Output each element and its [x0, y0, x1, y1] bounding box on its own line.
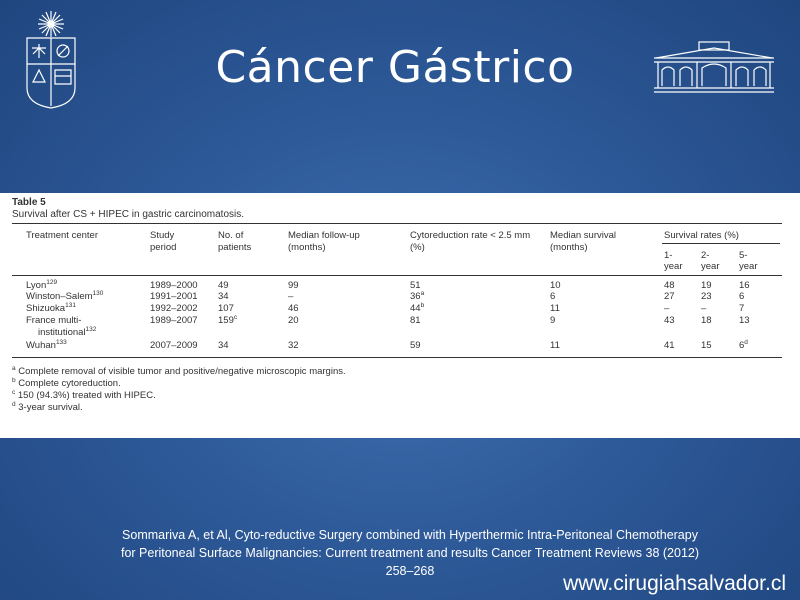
- cell-5yr: [739, 340, 748, 351]
- table-bottom-rule: [12, 357, 782, 358]
- cell-center-superscript: 129: [46, 278, 58, 286]
- cell-center: [26, 315, 81, 326]
- cell-msurv: [550, 303, 560, 314]
- cell-patients-text: 34: [218, 291, 229, 302]
- cell-center-superscript: 130: [92, 289, 104, 297]
- cell-center-text: Lyon: [26, 280, 47, 291]
- cell-msurv-text: 6: [550, 291, 556, 302]
- footnote-text: 150 (94.3%) treated with HIPEC.: [15, 390, 156, 402]
- cell-cytored-text: 36: [410, 291, 421, 302]
- cell-period: [150, 280, 198, 291]
- cell-1yr: [664, 280, 675, 291]
- cell-1yr: [664, 303, 669, 314]
- header-msurv-line1: Median survival: [550, 230, 616, 241]
- cell-cytored-superscript: a: [420, 289, 425, 297]
- table-top-rule: [12, 223, 782, 224]
- header-followup-line1: Median follow-up: [288, 230, 360, 241]
- table-panel: [0, 193, 800, 438]
- header-period-line1: Study: [150, 230, 175, 241]
- cell-5yr: [739, 315, 750, 326]
- cell-5yr-text: 6: [739, 291, 745, 302]
- cell-5yr-text: 7: [739, 303, 745, 314]
- citation-line-2: for Peritoneal Surface Malignancies: Current treatment and results Cancer Treatment Reviews 38 (2012): [120, 546, 700, 560]
- cell-followup-text: 46: [288, 303, 299, 314]
- header-1yr-line2: year: [664, 261, 683, 272]
- cell-2yr-text: 18: [701, 315, 712, 326]
- cell-period-text: 1991–2001: [150, 291, 198, 302]
- header-survival-rates: Survival rates (%): [664, 230, 739, 241]
- cell-center: [26, 303, 76, 314]
- cell-patients-text: 159: [218, 315, 234, 326]
- cell-followup: [288, 291, 293, 302]
- cell-center-superscript: 132: [85, 325, 97, 333]
- cell-followup-text: 32: [288, 340, 299, 351]
- cell-2yr-text: –: [701, 303, 707, 314]
- cell-1yr: [664, 315, 675, 326]
- cell-cytored-text: 81: [410, 315, 421, 326]
- header-2yr-line2: year: [701, 261, 720, 272]
- cell-cytored: [410, 291, 424, 302]
- header-followup-line2: (months): [288, 242, 326, 253]
- footnote-mark: d: [12, 401, 16, 408]
- cell-cytored-superscript: b: [420, 301, 425, 309]
- cell-2yr: [701, 291, 712, 302]
- cell-2yr-text: 23: [701, 291, 712, 302]
- cell-msurv: [550, 291, 555, 302]
- cell-followup-text: –: [288, 291, 294, 302]
- cell-period-text: 1989–2007: [150, 315, 198, 326]
- cell-followup-text: 99: [288, 280, 299, 291]
- cell-center: [26, 340, 67, 351]
- header-1yr-line1: 1-: [664, 250, 673, 261]
- cell-msurv-text: 11: [550, 303, 560, 314]
- cell-followup: [288, 315, 299, 326]
- cell-period-text: 2007–2009: [150, 340, 198, 351]
- cell-cytored-text: 59: [410, 340, 421, 351]
- cell-period-text: 1989–2000: [150, 280, 198, 291]
- header-cytored-line2: (%): [410, 242, 425, 253]
- cell-5yr: [739, 280, 750, 291]
- header-msurv-line2: (months): [550, 242, 588, 253]
- cell-patients: [218, 315, 237, 326]
- rates-subrule: [662, 243, 780, 244]
- footnote-text: Complete cytoreduction.: [15, 378, 121, 390]
- cell-period: [150, 340, 198, 351]
- cell-cytored: [410, 280, 421, 291]
- cell-center-text: France multi-: [26, 315, 82, 326]
- header-5yr-line1: 5-: [739, 250, 748, 261]
- header-period-line2: period: [150, 242, 177, 253]
- cell-center-text: Shizuoka: [26, 303, 66, 314]
- footnote-mark: a: [12, 365, 16, 372]
- cell-center-text: Wuhan: [26, 340, 56, 351]
- cell-patients-superscript: c: [233, 313, 238, 321]
- cell-5yr-text: 6: [739, 340, 745, 351]
- header-center: Treatment center: [26, 230, 98, 241]
- cell-period: [150, 315, 198, 326]
- cell-period: [150, 303, 198, 314]
- cell-2yr-text: 19: [701, 280, 712, 291]
- citation-line-3: 258–268: [385, 564, 435, 578]
- cell-5yr: [739, 291, 744, 302]
- cell-center: [26, 291, 103, 302]
- cell-patients-text: 34: [218, 340, 229, 351]
- cell-center: [26, 280, 57, 291]
- cell-patients-text: 49: [218, 280, 229, 291]
- cell-center-superscript: 131: [65, 301, 76, 309]
- cell-followup: [288, 303, 299, 314]
- header-2yr-line1: 2-: [701, 250, 710, 261]
- cell-center-text: Winston–Salem: [26, 291, 93, 302]
- cell-followup: [288, 280, 299, 291]
- cell-2yr: [701, 280, 712, 291]
- cell-cytored: [410, 340, 421, 351]
- header-cytored-line1: Cytoreduction rate < 2.5 mm: [410, 230, 531, 241]
- cell-center: [38, 327, 96, 338]
- header-5yr-line2: year: [739, 261, 758, 272]
- header-patients-line2: patients: [218, 242, 252, 253]
- footnote-text: Complete removal of visible tumor and positive/negative microscopic margins.: [15, 366, 346, 378]
- footnote-text: 3-year survival.: [15, 402, 83, 414]
- cell-2yr: [701, 315, 712, 326]
- cell-1yr: [664, 340, 675, 351]
- cell-patients: [218, 280, 229, 291]
- cell-patients: [218, 303, 234, 314]
- cell-1yr-text: 27: [664, 291, 675, 302]
- header-patients-line1: No. of: [218, 230, 244, 241]
- cell-2yr: [701, 303, 706, 314]
- citation-line-1: Sommariva A, et Al, Cyto-reductive Surgery combined with Hyperthermic Intra-Peritoneal Chemotherapy: [122, 528, 698, 542]
- cell-1yr-text: –: [664, 303, 670, 314]
- table-label: Table 5: [12, 197, 46, 208]
- cell-cytored: [410, 303, 424, 314]
- footnote-mark: b: [12, 377, 16, 384]
- cell-msurv: [550, 280, 561, 291]
- cell-5yr: [739, 303, 744, 314]
- cell-cytored-text: 51: [410, 280, 421, 291]
- cell-center-superscript: 133: [55, 338, 67, 346]
- cell-msurv-text: 10: [550, 280, 561, 291]
- cell-period-text: 1992–2002: [150, 303, 198, 314]
- cell-msurv-text: 9: [550, 315, 556, 326]
- cell-patients: [218, 291, 229, 302]
- cell-followup-text: 20: [288, 315, 299, 326]
- website-url: www.cirugiahsalvador.cl: [563, 572, 786, 595]
- cell-1yr-text: 41: [664, 340, 675, 351]
- cell-5yr-superscript: d: [744, 338, 748, 346]
- cell-period: [150, 291, 198, 302]
- table-header-rule: [12, 275, 782, 276]
- cell-1yr-text: 48: [664, 280, 675, 291]
- cell-followup: [288, 340, 299, 351]
- cell-2yr-text: 15: [701, 340, 712, 351]
- footnote-mark: c: [12, 389, 16, 396]
- cell-5yr-text: 16: [739, 280, 750, 291]
- cell-patients: [218, 340, 229, 351]
- footnote: [12, 399, 83, 413]
- cell-msurv: [550, 315, 555, 326]
- cell-msurv: [550, 340, 560, 351]
- cell-msurv-text: 11: [550, 340, 560, 351]
- slide-title: Cáncer Gástrico: [215, 42, 575, 93]
- cell-cytored: [410, 315, 421, 326]
- cell-cytored-text: 44: [410, 303, 421, 314]
- table-caption: Survival after CS + HIPEC in gastric carcinomatosis.: [12, 209, 245, 220]
- cell-patients-text: 107: [218, 303, 234, 314]
- cell-center-text: institutional: [38, 327, 86, 338]
- cell-2yr: [701, 340, 712, 351]
- cell-5yr-text: 13: [739, 315, 750, 326]
- cell-1yr: [664, 291, 675, 302]
- cell-1yr-text: 43: [664, 315, 675, 326]
